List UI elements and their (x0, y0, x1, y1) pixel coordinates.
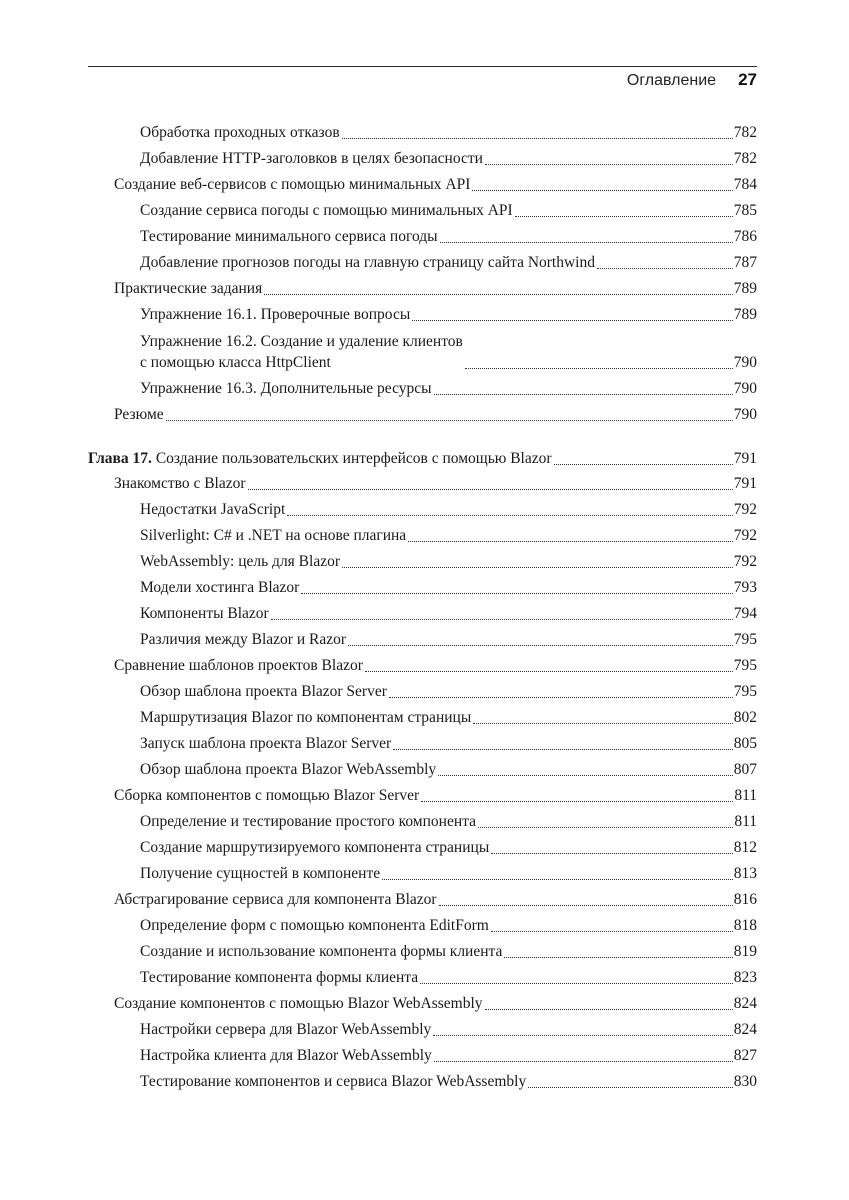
dot-leader (472, 189, 732, 191)
toc-entry[interactable] (88, 734, 757, 754)
toc-entry-page: 812 (733, 839, 757, 856)
toc-entry-page: 824 (733, 995, 757, 1012)
toc-entry-title: Получение сущностей в компоненте (140, 865, 381, 882)
toc-entry-page: 786 (733, 228, 757, 245)
toc-entry-page: 813 (733, 865, 757, 882)
dot-leader (491, 930, 733, 932)
toc-entry-page: 811 (734, 787, 757, 804)
dot-leader (434, 393, 733, 395)
toc-entry-title: Тестирование компонента формы клиента (140, 969, 419, 986)
toc-entry-title-line: с помощью класса HttpClient (140, 354, 331, 371)
toc-entry-title: Практические задания (114, 280, 263, 297)
toc-entry-page: 789 (733, 306, 757, 323)
dot-leader (412, 319, 733, 321)
toc-entry-page: 827 (733, 1047, 757, 1064)
toc-entry[interactable] (88, 786, 757, 806)
toc-entry[interactable] (88, 708, 757, 728)
toc-entry-page: 790 (733, 354, 757, 371)
toc-entry[interactable] (88, 968, 757, 988)
toc-entry[interactable] (88, 500, 757, 520)
toc-entry[interactable] (88, 656, 757, 676)
toc-entry-title: Тестирование минимального сервиса погоды (140, 228, 438, 245)
dot-leader (342, 137, 733, 139)
toc-entry-page: 811 (734, 813, 757, 830)
toc-entry-page: 782 (733, 124, 757, 141)
dot-leader (473, 722, 733, 724)
toc-entry[interactable] (88, 682, 757, 702)
toc-entry-page: 805 (733, 735, 757, 752)
toc-entry-title: Обзор шаблона проекта Blazor WebAssembly (140, 761, 437, 778)
toc-entry[interactable] (88, 1046, 757, 1066)
toc-entry-page: 818 (733, 917, 757, 934)
dot-leader (504, 956, 732, 958)
toc-entry-title (140, 331, 463, 373)
toc-entry-page: 807 (733, 761, 757, 778)
toc-entry-page: 793 (733, 579, 757, 596)
toc-entry-title: Упражнение 16.1. Проверочные вопросы (140, 306, 411, 323)
toc-entry-title: Создание сервиса погоды с помощью минимальных API (140, 202, 513, 219)
toc-entry[interactable] (88, 526, 757, 546)
toc-entry-title: Создание маршрутизируемого компонента страницы (140, 839, 490, 856)
toc-entry-title: Компоненты Blazor (140, 605, 269, 622)
toc-entry[interactable] (88, 890, 757, 910)
dot-leader (438, 774, 733, 776)
toc-entry[interactable] (88, 916, 757, 936)
toc-entry-title-line: Упражнение 16.2. Создание и удаление клиентов (140, 333, 463, 350)
toc-entry-page: 819 (733, 943, 757, 960)
dot-leader (287, 514, 732, 516)
toc-chapter-entry[interactable] (88, 449, 757, 469)
toc-entry-page: 794 (733, 605, 757, 622)
dot-leader (393, 748, 733, 750)
toc-entry-title: Обработка проходных отказов (140, 124, 340, 141)
dot-leader (264, 293, 733, 295)
toc-entry-page: 795 (733, 631, 757, 648)
toc-entry-title: Добавление HTTP-заголовков в целях безопасности (140, 150, 483, 167)
toc-entry[interactable] (88, 405, 757, 425)
toc-entry-page: 823 (733, 969, 757, 986)
toc-entry[interactable] (88, 604, 757, 624)
toc-entry-title (88, 449, 552, 469)
dot-leader (365, 670, 733, 672)
toc-entry-title: Запуск шаблона проекта Blazor Server (140, 735, 392, 752)
toc-entry[interactable] (88, 149, 757, 169)
toc-entry-title: Настройка клиента для Blazor WebAssembly (140, 1047, 432, 1064)
toc-entry-title: WebAssembly: цель для Blazor (140, 553, 340, 570)
toc-entry[interactable] (88, 1072, 757, 1092)
dot-leader (439, 904, 733, 906)
toc-entry[interactable] (88, 279, 757, 299)
toc-entry-page: 789 (733, 280, 757, 297)
toc-entry[interactable] (88, 331, 757, 373)
toc-entry-page: 802 (733, 709, 757, 726)
toc-entry-page: 785 (733, 202, 757, 219)
toc-entry[interactable] (88, 227, 757, 247)
dot-leader (597, 267, 733, 269)
toc-entry-page: 795 (733, 657, 757, 674)
toc-entry[interactable] (88, 812, 757, 832)
toc-entry-page: 782 (733, 150, 757, 167)
dot-leader (478, 826, 733, 828)
dot-leader (421, 800, 733, 802)
toc-entry-title: Silverlight: C# и .NET на основе плагина (140, 527, 407, 544)
dot-leader (342, 566, 733, 568)
dot-leader (554, 463, 733, 465)
toc-entry-title: Модели хостинга Blazor (140, 579, 300, 596)
dot-leader (348, 644, 733, 646)
dot-leader (420, 982, 733, 984)
toc-entry-title: Создание компонентов с помощью Blazor WebAssembly (114, 995, 483, 1012)
toc-entry[interactable] (88, 838, 757, 858)
dot-leader (433, 1034, 732, 1036)
chapter-title: Создание пользовательских интерфейсов с помощью Blazor (155, 450, 552, 467)
toc-entry-title: Определение и тестирование простого компонента (140, 813, 476, 830)
toc-entry[interactable] (88, 760, 757, 780)
toc-entry-page: 795 (733, 683, 757, 700)
toc-entry[interactable] (88, 630, 757, 650)
toc-entry-title: Различия между Blazor и Razor (140, 631, 347, 648)
toc-entry[interactable] (88, 379, 757, 399)
dot-leader (485, 163, 733, 165)
toc-entry-title: Создание и использование компонента формы клиента (140, 943, 503, 960)
toc-entry-title: Недостатки JavaScript (140, 501, 286, 518)
toc-entry-title: Создание веб-сервисов с помощью минимальных API (114, 176, 471, 193)
toc-entry[interactable] (88, 175, 757, 195)
toc-entry[interactable] (88, 864, 757, 884)
toc-entry-page: 792 (733, 501, 757, 518)
toc-entry-page: 791 (733, 475, 757, 492)
chapter-label: Глава 17. (88, 450, 152, 467)
toc-entry-title: Знакомство с Blazor (114, 475, 246, 492)
dot-leader (166, 419, 733, 421)
dot-leader (440, 241, 733, 243)
toc-entry-title: Тестирование компонентов и сервиса Blazor WebAssembly (140, 1073, 527, 1090)
dot-leader (485, 1008, 733, 1010)
toc-entry[interactable] (88, 1020, 757, 1040)
toc-entry-page: 816 (733, 891, 757, 908)
toc-entry[interactable] (88, 578, 757, 598)
dot-leader (408, 540, 733, 542)
toc-entry-page: 784 (733, 176, 757, 193)
running-head (627, 70, 757, 98)
toc-entry-page: 792 (733, 553, 757, 570)
toc-entry-page: 792 (733, 527, 757, 544)
toc-entry-title: Абстрагирование сервиса для компонента Blazor (114, 891, 437, 908)
toc-entry-title: Определение форм с помощью компонента EditForm (140, 917, 489, 934)
toc-entry-page: 790 (733, 380, 757, 397)
toc-entry-title: Маршрутизация Blazor по компонентам страницы (140, 709, 472, 726)
dot-leader (382, 878, 733, 880)
dot-leader (491, 852, 733, 854)
toc-entry-title: Резюме (114, 406, 164, 423)
toc-entry-page: 791 (733, 450, 757, 467)
dot-leader (515, 215, 733, 217)
dot-leader (271, 618, 733, 620)
toc-entry[interactable] (88, 942, 757, 962)
toc-entry[interactable] (88, 552, 757, 572)
dot-leader (434, 1060, 733, 1062)
dot-leader (301, 592, 732, 594)
toc-entry[interactable] (88, 123, 757, 143)
toc-entry-title: Сборка компонентов с помощью Blazor Server (114, 787, 420, 804)
toc-entry-page: 790 (733, 406, 757, 423)
dot-leader (528, 1086, 733, 1088)
toc-entry-title: Упражнение 16.3. Дополнительные ресурсы (140, 380, 432, 397)
dot-leader (248, 488, 733, 490)
running-title: Оглавление (626, 72, 717, 89)
toc-entry[interactable] (88, 201, 757, 221)
toc-entry-title: Обзор шаблона проекта Blazor Server (140, 683, 387, 700)
dot-leader (465, 367, 733, 369)
header-rule (88, 66, 757, 67)
toc-entry[interactable] (88, 474, 757, 494)
toc-entry[interactable] (88, 305, 757, 325)
toc-entry-title: Добавление прогнозов погоды на главную страницу сайта Northwind (140, 254, 595, 271)
toc-entry[interactable] (88, 253, 757, 273)
toc-entry-page: 824 (733, 1021, 757, 1038)
toc-entry-title: Настройки сервера для Blazor WebAssembly (140, 1021, 432, 1038)
toc-entry-page: 830 (733, 1073, 757, 1090)
dot-leader (389, 696, 733, 698)
toc-entry-page: 787 (733, 254, 757, 271)
toc-entry[interactable] (88, 994, 757, 1014)
page-number: 27 (738, 70, 757, 89)
toc-entry-title: Сравнение шаблонов проектов Blazor (114, 657, 363, 674)
